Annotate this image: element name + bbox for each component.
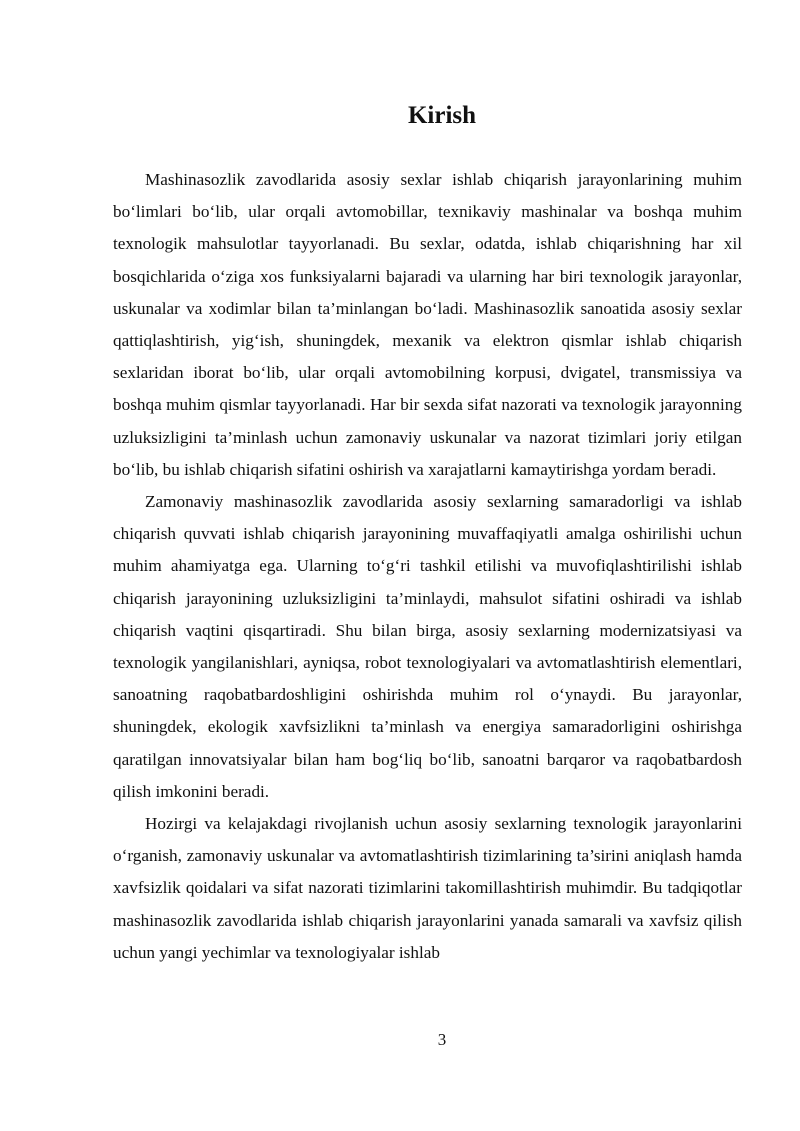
paragraph-1: Mashinasozlik zavodlarida asosiy sexlar ishlab chiqarish jarayonlarining muhim bo‘limlari bo‘lib, ular orqali avtomobillar, texnikaviy mashinalar va boshqa muhim texnologik mahsulotlar tayyorlanadi. Bu sexlar, odatda, ishlab chiqarishning har xil bosqichlarida o‘ziga xos funksiyalarni bajaradi va ularning har biri texnologik jarayonlar, uskunalar va xodimlar bilan ta’minlangan bo‘ladi. Mashinasozlik sanoatida asosiy sexlar qattiqlashtirish, yig‘ish, shuningdek, mexanik va elektron qismlar ishlab chiqarish sexlaridan iborat bo‘lib, ular orqali avtomobilning korpusi, dvigatel, transmissiya va boshqa muhim qismlar tayyorlanadi. Har bir sexda sifat nazorati va texnologik jarayonning uzluksizligini ta’minlash uchun zamonaviy uskunalar va nazorat tizimlari joriy etilgan bo‘lib, bu ishlab chiqarish sifatini oshirish va xarajatlarni kamaytirishga yordam beradi. (113, 170, 742, 479)
paragraph-3: Hozirgi va kelajakdagi rivojlanish uchun asosiy sexlarning texnologik jarayonlarini o‘rganish, zamonaviy uskunalar va avtomatlashtirish tizimlarining ta’sirini aniqlash hamda xavfsizlik qoidalari va sifat nazorati tizimlarini takomillashtirish muhimdir. Bu tadqiqotlar mashinasozlik zavodlarida ishlab chiqarish jarayonlarini yanada samarali va xavfsiz qilish uchun yangi yechimlar va texnologiyalar ishlab (113, 814, 742, 962)
paragraph-2: Zamonaviy mashinasozlik zavodlarida asosiy sexlarning samaradorligi va ishlab chiqarish quvvati ishlab chiqarish jarayonining muvaffaqiyatli amalga oshirilishi uchun muhim ahamiyatga ega. Ularning to‘g‘ri tashkil etilishi va muvofiqlashtirilishi ishlab chiqarish jarayonining uzluksizligini ta’minlaydi, mahsulot sifatini oshiradi va ishlab chiqarish vaqtini qisqartiradi. Shu bilan birga, asosiy sexlarning modernizatsiyasi va texnologik yangilanishlari, ayniqsa, robot texnologiyalari va avtomatlashtirish elementlari, sanoatning raqobatbardoshligini oshirishda muhim rol o‘ynaydi. Bu jarayonlar, shuningdek, ekologik xavfsizlikni ta’minlash va energiya samaradorligini oshirishga qaratilgan innovatsiyalar bilan ham bog‘liq bo‘lib, sanoatni barqaror va raqobatbardosh qilish imkonini beradi. (113, 492, 742, 801)
body-text (113, 164, 742, 969)
page-number: 3 (437, 1030, 447, 1049)
page-title: Kirish (407, 102, 477, 129)
